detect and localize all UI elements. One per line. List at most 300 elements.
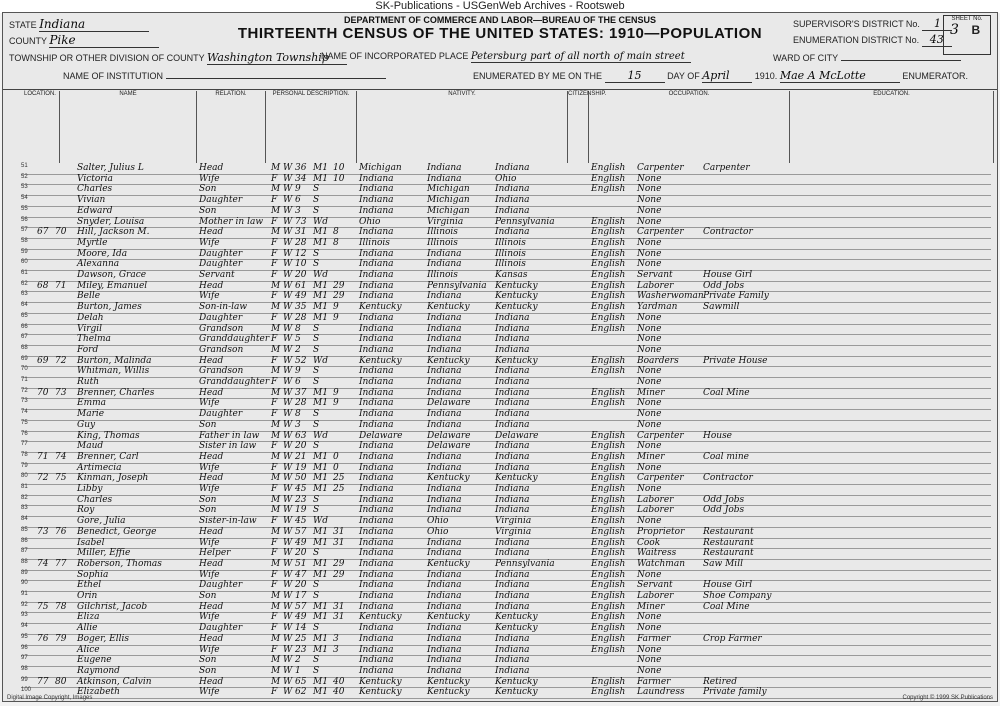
- row-number: 62: [21, 280, 28, 287]
- language: English: [591, 494, 626, 505]
- sex: F: [271, 355, 278, 366]
- marital-status: M1: [313, 280, 328, 291]
- language: English: [591, 623, 626, 634]
- father-birthplace: Indiana: [427, 633, 462, 644]
- mother-birthplace: Indiana: [495, 366, 530, 377]
- age: 21: [295, 451, 307, 462]
- relation: Granddaughter: [199, 377, 270, 387]
- trade: Washerwoman: [637, 291, 704, 302]
- years-married: 25: [333, 473, 345, 484]
- relation: Wife: [199, 173, 220, 184]
- sex: M: [271, 591, 281, 601]
- relation: Head: [199, 601, 224, 612]
- trade: None: [637, 205, 662, 216]
- relation: Servant: [199, 270, 235, 280]
- father-birthplace: Indiana: [427, 644, 462, 655]
- sex: F: [271, 548, 278, 559]
- father-birthplace: Pennsylvania: [427, 280, 487, 291]
- language: English: [591, 173, 626, 184]
- language: English: [591, 398, 626, 409]
- language: English: [591, 216, 626, 227]
- birthplace: Indiana: [359, 195, 394, 206]
- person-name: Benedict, George: [77, 526, 157, 537]
- father-birthplace: Indiana: [427, 163, 462, 173]
- mother-birthplace: Illinois: [495, 237, 526, 248]
- language: English: [591, 387, 626, 398]
- person-name: Whitman, Willis: [77, 366, 150, 377]
- marital-status: S: [313, 580, 320, 591]
- row-number: 83: [21, 505, 28, 512]
- row-number: 70: [21, 366, 28, 373]
- years-married: 8: [333, 237, 339, 248]
- trade: None: [637, 312, 662, 323]
- trade: Carpenter: [637, 163, 684, 173]
- father-birthplace: Delaware: [427, 430, 471, 441]
- age: 9: [295, 184, 301, 195]
- birthplace: Indiana: [359, 291, 394, 302]
- relation: Daughter: [199, 312, 243, 323]
- years-married: 0: [333, 451, 339, 462]
- marital-status: M1: [313, 173, 328, 184]
- father-birthplace: Indiana: [427, 494, 462, 505]
- sheet-label: SHEET No.: [951, 16, 983, 22]
- language: English: [591, 558, 626, 569]
- industry: Odd Jobs: [703, 505, 745, 516]
- sex: F: [271, 270, 278, 280]
- age: 20: [295, 270, 307, 280]
- marital-status: M1: [313, 612, 328, 623]
- marital-status: S: [313, 344, 320, 355]
- marital-status: S: [313, 665, 320, 676]
- mother-birthplace: Indiana: [495, 644, 530, 655]
- site-banner: SK-Publications - USGenWeb Archives - Rootsweb: [0, 0, 1000, 13]
- marital-status: S: [313, 441, 320, 452]
- father-birthplace: Indiana: [427, 580, 462, 591]
- race: W: [283, 644, 293, 655]
- relation: Daughter: [199, 248, 243, 259]
- mother-birthplace: Pennsylvania: [495, 216, 555, 227]
- language: English: [591, 505, 626, 516]
- age: 51: [295, 558, 307, 569]
- father-birthplace: Indiana: [427, 344, 462, 355]
- person-name: Alice: [77, 644, 100, 655]
- row-number: 79: [21, 462, 28, 469]
- sex: M: [271, 494, 281, 505]
- mother-birthplace: Indiana: [495, 665, 530, 676]
- sex: F: [271, 644, 278, 655]
- person-name: Libby: [77, 484, 103, 494]
- row-number: 64: [21, 302, 28, 309]
- birthplace: Indiana: [359, 205, 394, 216]
- age: 37: [295, 387, 307, 398]
- relation: Head: [199, 387, 224, 398]
- race: W: [283, 195, 293, 206]
- person-name: Charles: [77, 184, 113, 195]
- father-birthplace: Indiana: [427, 366, 462, 377]
- person-name: Dawson, Grace: [77, 270, 147, 280]
- township-value: Washington Township: [207, 51, 347, 65]
- years-married: 31: [333, 601, 345, 612]
- years-married: 31: [333, 526, 345, 537]
- col-location: LOCATION.: [21, 91, 60, 163]
- age: 8: [295, 409, 301, 420]
- row-number: 69: [21, 355, 28, 362]
- sex: M: [271, 205, 281, 216]
- race: W: [283, 580, 293, 591]
- father-birthplace: Illinois: [427, 270, 458, 280]
- birthplace: Indiana: [359, 601, 394, 612]
- relation: Head: [199, 526, 224, 537]
- relation: Head: [199, 227, 224, 238]
- mother-birthplace: Indiana: [495, 569, 530, 580]
- years-married: 25: [333, 484, 345, 494]
- relation: Daughter: [199, 259, 243, 270]
- birthplace: Indiana: [359, 248, 394, 259]
- marital-status: M1: [313, 291, 328, 302]
- father-birthplace: Delaware: [427, 398, 471, 409]
- mother-birthplace: Kentucky: [495, 280, 538, 291]
- marital-status: M1: [313, 558, 328, 569]
- marital-status: M1: [313, 302, 328, 313]
- township-label: TOWNSHIP OR OTHER DIVISION OF COUNTY: [9, 53, 205, 63]
- census-title: THIRTEENTH CENSUS OF THE UNITED STATES: 1910—POPULATION: [237, 25, 763, 42]
- language: English: [591, 270, 626, 280]
- sex: M: [271, 665, 281, 676]
- industry: House Girl: [703, 270, 753, 280]
- sex: F: [271, 398, 278, 409]
- industry: Retired: [703, 676, 737, 687]
- birthplace: Indiana: [359, 591, 394, 601]
- trade: Farmer: [637, 633, 671, 644]
- birthplace: Indiana: [359, 323, 394, 334]
- marital-status: S: [313, 505, 320, 516]
- sex: F: [271, 173, 278, 184]
- age: 61: [295, 280, 307, 291]
- person-name: Victoria: [77, 173, 113, 184]
- race: W: [283, 270, 293, 280]
- industry: Odd Jobs: [703, 494, 745, 505]
- age: 3: [295, 205, 301, 216]
- birthplace: Indiana: [359, 409, 394, 420]
- mother-birthplace: Indiana: [495, 334, 530, 345]
- dwelling-number: 69: [37, 355, 49, 366]
- sex: F: [271, 484, 278, 494]
- father-birthplace: Indiana: [427, 248, 462, 259]
- father-birthplace: Indiana: [427, 173, 462, 184]
- birthplace: Kentucky: [359, 612, 402, 623]
- birthplace: Indiana: [359, 270, 394, 280]
- age: 9: [295, 366, 301, 377]
- age: 28: [295, 398, 307, 409]
- relation: Son: [199, 419, 217, 430]
- marital-status: S: [313, 591, 320, 601]
- person-name: Roy: [77, 505, 95, 516]
- age: 28: [295, 312, 307, 323]
- enumerated-label: ENUMERATED BY ME ON THE: [473, 71, 603, 81]
- marital-status: S: [313, 334, 320, 345]
- col-nativity: NATIVITY.: [357, 91, 568, 163]
- sex: M: [271, 163, 281, 173]
- race: W: [283, 623, 293, 634]
- row-number: 77: [21, 441, 28, 448]
- marital-status: M1: [313, 676, 328, 687]
- sex: M: [271, 344, 281, 355]
- race: W: [283, 312, 293, 323]
- person-name: Edward: [77, 205, 113, 216]
- person-name: Kinman, Joseph: [77, 473, 149, 484]
- father-birthplace: Kentucky: [427, 687, 470, 698]
- industry: Crop Farmer: [703, 633, 762, 644]
- age: 25: [295, 633, 307, 644]
- industry: Coal Mine: [703, 387, 750, 398]
- relation: Head: [199, 355, 224, 366]
- table-row: [21, 687, 991, 699]
- family-number: 76: [55, 526, 67, 537]
- race: W: [283, 344, 293, 355]
- birthplace: Indiana: [359, 580, 394, 591]
- race: W: [283, 173, 293, 184]
- birthplace: Indiana: [359, 184, 394, 195]
- father-birthplace: Michigan: [427, 184, 470, 195]
- census-rows: [21, 163, 991, 698]
- industry: Private family: [703, 687, 767, 698]
- sex: M: [271, 676, 281, 687]
- birthplace: Illinois: [359, 237, 390, 248]
- birthplace: Indiana: [359, 387, 394, 398]
- relation: Wife: [199, 484, 220, 494]
- race: W: [283, 612, 293, 623]
- years-married: 40: [333, 687, 345, 698]
- marital-status: S: [313, 548, 320, 559]
- sex: F: [271, 516, 278, 527]
- mother-birthplace: Indiana: [495, 195, 530, 206]
- father-birthplace: Kentucky: [427, 302, 470, 313]
- race: W: [283, 505, 293, 516]
- race: W: [283, 291, 293, 302]
- years-married: 29: [333, 291, 345, 302]
- father-birthplace: Illinois: [427, 227, 458, 238]
- age: 20: [295, 548, 307, 559]
- age: 34: [295, 173, 307, 184]
- relation: Father in law: [199, 430, 260, 441]
- mother-birthplace: Indiana: [495, 323, 530, 334]
- birthplace: Indiana: [359, 484, 394, 494]
- father-birthplace: Indiana: [427, 505, 462, 516]
- person-name: Eugene: [77, 655, 112, 666]
- person-name: Myrtle: [77, 237, 108, 248]
- person-name: Roberson, Thomas: [77, 558, 162, 569]
- month-value: April: [702, 69, 752, 83]
- language: English: [591, 633, 626, 644]
- language: English: [591, 227, 626, 238]
- trade: None: [637, 344, 662, 355]
- mother-birthplace: Indiana: [495, 227, 530, 238]
- sex: M: [271, 633, 281, 644]
- mother-birthplace: Delaware: [495, 430, 539, 441]
- relation: Sister-in-law: [199, 516, 257, 527]
- dwelling-number: 72: [37, 473, 49, 484]
- birthplace: Indiana: [359, 377, 394, 387]
- mother-birthplace: Indiana: [495, 655, 530, 666]
- row-number: 78: [21, 451, 28, 458]
- race: W: [283, 387, 293, 398]
- father-birthplace: Michigan: [427, 205, 470, 216]
- industry: Shoe Company: [703, 591, 772, 601]
- age: 50: [295, 473, 307, 484]
- race: W: [283, 441, 293, 452]
- birthplace: Indiana: [359, 494, 394, 505]
- father-birthplace: Virginia: [427, 216, 464, 227]
- sex: F: [271, 441, 278, 452]
- township-field: [9, 51, 347, 65]
- row-number: 75: [21, 419, 28, 426]
- age: 49: [295, 537, 307, 548]
- relation: Wife: [199, 398, 220, 409]
- person-name: Miller, Effie: [77, 548, 131, 559]
- person-name: Ruth: [77, 377, 99, 387]
- sex: M: [271, 601, 281, 612]
- age: 17: [295, 591, 307, 601]
- state-label: STATE: [9, 20, 37, 30]
- ward-field: [773, 53, 961, 63]
- birthplace: Kentucky: [359, 302, 402, 313]
- mother-birthplace: Indiana: [495, 312, 530, 323]
- person-name: Hill, Jackson M.: [77, 227, 150, 238]
- row-number: 85: [21, 526, 28, 533]
- relation: Head: [199, 451, 224, 462]
- race: W: [283, 227, 293, 238]
- mother-birthplace: Indiana: [495, 537, 530, 548]
- father-birthplace: Indiana: [427, 484, 462, 494]
- language: English: [591, 484, 626, 494]
- person-name: Guy: [77, 419, 96, 430]
- person-name: Emma: [77, 398, 107, 409]
- marital-status: M1: [313, 537, 328, 548]
- row-number: 61: [21, 270, 28, 276]
- dwelling-number: 76: [37, 633, 49, 644]
- person-name: Brenner, Carl: [77, 451, 139, 462]
- trade: Yardman: [637, 302, 678, 313]
- row-number: 54: [21, 195, 28, 202]
- relation: Head: [199, 473, 224, 484]
- mother-birthplace: Virginia: [495, 526, 532, 537]
- birthplace: Indiana: [359, 419, 394, 430]
- race: W: [283, 451, 293, 462]
- age: 23: [295, 494, 307, 505]
- years-married: 3: [333, 633, 339, 644]
- sex: F: [271, 334, 278, 345]
- row-number: 89: [21, 569, 28, 576]
- sex: F: [271, 259, 278, 270]
- person-name: Thelma: [77, 334, 111, 345]
- age: 57: [295, 526, 307, 537]
- birthplace: Indiana: [359, 259, 394, 270]
- row-number: 98: [21, 665, 28, 672]
- birthplace: Indiana: [359, 473, 394, 484]
- relation: Sister in law: [199, 441, 257, 452]
- sheet-number-box: [943, 15, 991, 55]
- age: 52: [295, 355, 307, 366]
- age: 35: [295, 302, 307, 313]
- mother-birthplace: Ohio: [495, 173, 517, 184]
- family-number: 75: [55, 473, 67, 484]
- trade: Miner: [637, 387, 665, 398]
- trade: None: [637, 377, 662, 387]
- family-number: 74: [55, 451, 67, 462]
- language: English: [591, 687, 626, 698]
- birthplace: Indiana: [359, 227, 394, 238]
- race: W: [283, 484, 293, 494]
- person-name: Moore, Ida: [77, 248, 128, 259]
- relation: Son: [199, 494, 217, 505]
- person-name: Elizabeth: [77, 687, 120, 698]
- person-name: Brenner, Charles: [77, 387, 155, 398]
- race: W: [283, 548, 293, 559]
- marital-status: M1: [313, 687, 328, 698]
- race: W: [283, 419, 293, 430]
- row-number: 95: [21, 633, 28, 640]
- person-name: Boger, Ellis: [77, 633, 129, 644]
- department-line: DEPARTMENT OF COMMERCE AND LABOR—BUREAU OF THE CENSUS: [344, 15, 656, 25]
- years-married: 29: [333, 558, 345, 569]
- sex: M: [271, 366, 281, 377]
- relation: Grandson: [199, 344, 244, 355]
- row-number: 99: [21, 676, 28, 683]
- marital-status: M1: [313, 526, 328, 537]
- father-birthplace: Kentucky: [427, 473, 470, 484]
- row-number: 74: [21, 409, 28, 416]
- language: English: [591, 366, 626, 377]
- row-number: 100: [21, 687, 32, 694]
- age: 36: [295, 163, 307, 173]
- marital-status: S: [313, 184, 320, 195]
- birthplace: Indiana: [359, 280, 394, 291]
- dwelling-number: 70: [37, 387, 49, 398]
- marital-status: M1: [313, 484, 328, 494]
- years-married: 0: [333, 462, 339, 473]
- sex: F: [271, 537, 278, 548]
- language: English: [591, 184, 626, 195]
- relation: Grandson: [199, 366, 244, 377]
- race: W: [283, 184, 293, 195]
- row-number: 59: [21, 248, 28, 255]
- birthplace: Indiana: [359, 312, 394, 323]
- marital-status: S: [313, 419, 320, 430]
- marital-status: S: [313, 655, 320, 666]
- sex: F: [271, 687, 278, 698]
- person-name: Burton, Malinda: [77, 355, 152, 366]
- mother-birthplace: Virginia: [495, 516, 532, 527]
- row-number: 52: [21, 173, 28, 180]
- birthplace: Ohio: [359, 216, 381, 227]
- col-name: NAME: [60, 91, 197, 163]
- birthplace: Indiana: [359, 451, 394, 462]
- age: 65: [295, 676, 307, 687]
- person-name: Raymond: [77, 665, 120, 676]
- language: English: [591, 601, 626, 612]
- marital-status: S: [313, 366, 320, 377]
- race: W: [283, 494, 293, 505]
- relation: Grandson: [199, 323, 244, 334]
- race: W: [283, 334, 293, 345]
- race: W: [283, 280, 293, 291]
- father-birthplace: Indiana: [427, 655, 462, 666]
- race: W: [283, 323, 293, 334]
- day-label: DAY OF: [667, 71, 700, 81]
- row-number: 71: [21, 377, 28, 383]
- mother-birthplace: Indiana: [495, 387, 530, 398]
- marital-status: M1: [313, 569, 328, 580]
